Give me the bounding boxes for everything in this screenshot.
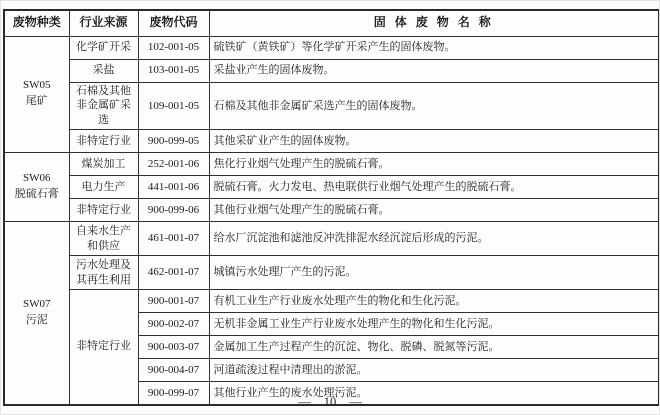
header-waste-type: 废物种类 xyxy=(4,10,69,36)
category-name: 尾矿 xyxy=(25,95,48,108)
industry-cell: 电力生产 xyxy=(69,176,138,199)
waste-name-cell: 给水厂沉淀池和滤池反冲洗排泥水经沉淀后形成的污泥。 xyxy=(209,222,659,256)
code-cell: 441-001-06 xyxy=(138,176,209,199)
code-cell: 461-001-07 xyxy=(138,222,209,256)
category-cell-sw06 xyxy=(4,153,69,222)
industry-cell: 石棉及其他非金属矿采选 xyxy=(69,82,138,130)
table-row xyxy=(4,130,659,153)
code-cell: 900-002-07 xyxy=(138,313,209,336)
code-cell: 900-099-07 xyxy=(138,382,209,405)
table-row xyxy=(4,59,659,82)
code-cell: 900-003-07 xyxy=(138,336,209,359)
table-row xyxy=(4,176,659,199)
page-number: — 10 — xyxy=(298,395,362,409)
code-cell: 103-001-05 xyxy=(138,59,209,82)
industry-cell: 非特定行业 xyxy=(69,130,138,153)
waste-name-cell: 有机工业生产行业废水处理产生的物化和生化污泥。 xyxy=(209,290,659,313)
category-name: 脱硫石膏 xyxy=(14,188,59,201)
industry-cell: 非特定行业 xyxy=(69,290,138,405)
code-cell: 109-001-05 xyxy=(138,82,209,130)
solid-waste-table xyxy=(3,9,660,406)
industry-cell: 化学矿开采 xyxy=(69,36,138,59)
waste-name-cell: 采盐业产生的固体废物。 xyxy=(209,59,659,82)
table-row xyxy=(4,153,659,176)
code-cell: 900-001-07 xyxy=(138,290,209,313)
industry-cell: 采盐 xyxy=(69,59,138,82)
waste-name-cell: 石棉及其他非金属矿采选产生的固体废物。 xyxy=(209,82,659,130)
code-cell: 462-001-07 xyxy=(138,256,209,290)
waste-name-cell: 其他采矿业产生的固体废物。 xyxy=(209,130,659,153)
table-row xyxy=(4,199,659,222)
header-industry-source: 行业来源 xyxy=(69,10,138,36)
waste-name-cell: 焦化行业烟气处理产生的脱硫石膏。 xyxy=(209,153,659,176)
waste-name-cell: 金属加工生产过程产生的沉淀、物化、脱磷、脱氮等污泥。 xyxy=(209,336,659,359)
category-code: SW06 xyxy=(23,172,51,185)
header-waste-name: 固 体 废 物 名 称 xyxy=(209,10,659,36)
waste-name-cell: 其他行业产生的废水处理污泥。 xyxy=(209,382,659,405)
industry-cell: 非特定行业 xyxy=(69,199,138,222)
category-code: SW05 xyxy=(23,79,51,92)
table-row xyxy=(4,290,659,313)
table-row xyxy=(4,256,659,290)
table-row xyxy=(4,82,659,130)
waste-name-cell: 城镇污水处理厂产生的污泥。 xyxy=(209,256,659,290)
category-name: 污泥 xyxy=(25,313,48,326)
waste-name-cell: 硫铁矿（黄铁矿）等化学矿开采产生的固体废物。 xyxy=(209,36,659,59)
waste-name-cell: 无机非金属工业生产行业废水处理产生的物化和生化污泥。 xyxy=(209,313,659,336)
industry-cell: 自来水生产和供应 xyxy=(69,222,138,256)
category-cell-sw05 xyxy=(4,36,69,153)
code-cell: 900-099-06 xyxy=(138,199,209,222)
category-code: SW07 xyxy=(23,297,51,310)
code-cell: 102-001-05 xyxy=(138,36,209,59)
table-row xyxy=(4,36,659,59)
code-cell: 252-001-06 xyxy=(138,153,209,176)
table-header-row xyxy=(4,10,659,36)
category-cell-sw07 xyxy=(4,222,69,405)
table-row xyxy=(4,222,659,256)
code-cell: 900-099-05 xyxy=(138,130,209,153)
header-waste-code: 废物代码 xyxy=(138,10,209,36)
code-cell: 900-004-07 xyxy=(138,359,209,382)
waste-name-cell: 河道疏浚过程中清理出的淤泥。 xyxy=(209,359,659,382)
waste-name-cell: 脱硫石膏。火力发电、热电联供行业烟气处理产生的脱硫石膏。 xyxy=(209,176,659,199)
waste-name-cell: 其他行业烟气处理产生的脱硫石膏。 xyxy=(209,199,659,222)
industry-cell: 煤炭加工 xyxy=(69,153,138,176)
industry-cell: 污水处理及其再生利用 xyxy=(69,256,138,290)
